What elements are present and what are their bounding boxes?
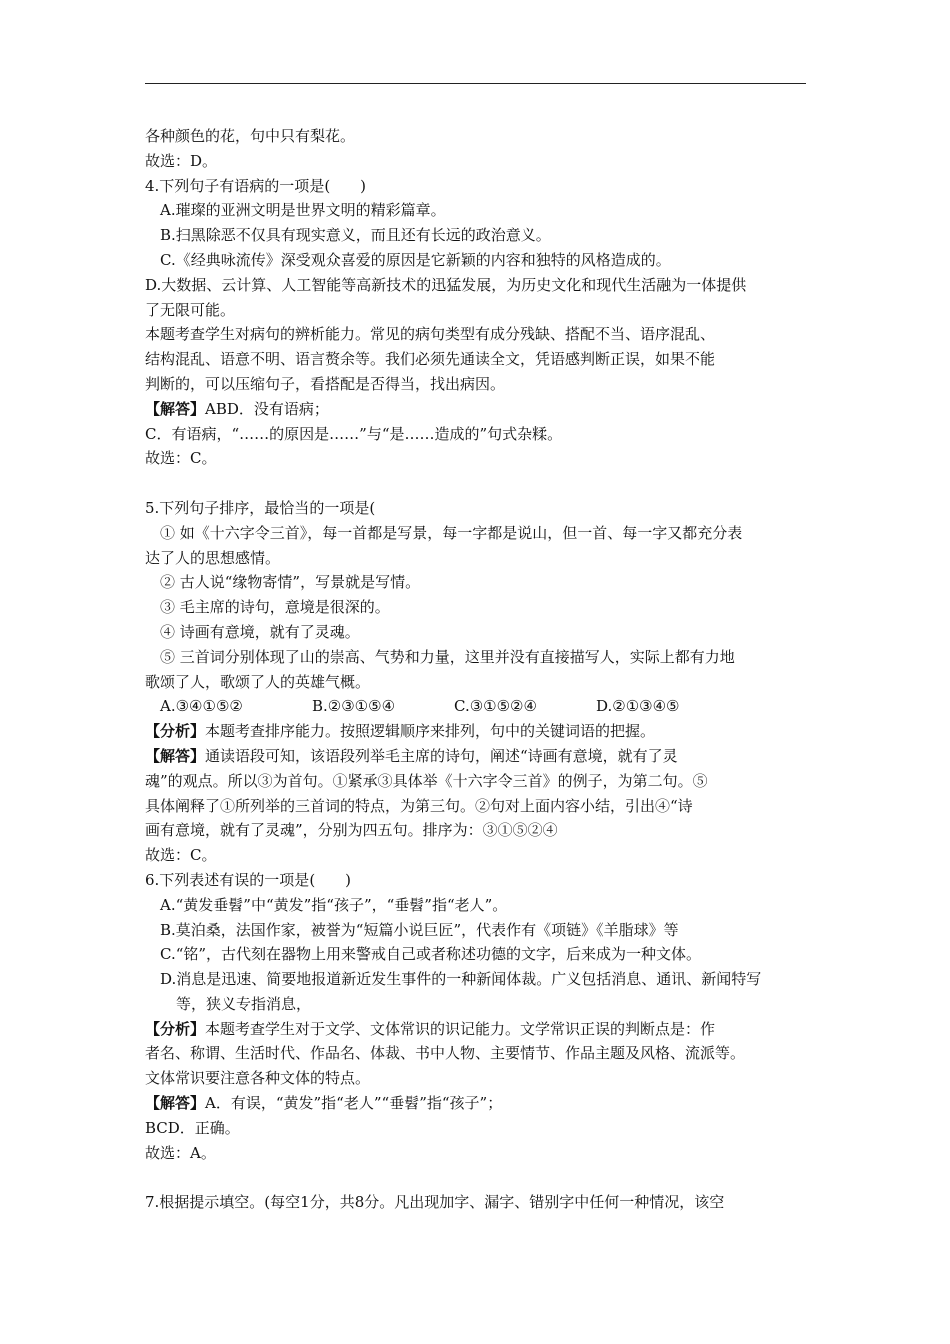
question-4-option-a: A.璀璨的亚洲文明是世界文明的精彩篇章。 [160, 201, 446, 220]
question-6-stem: 6.下列表述有误的一项是( ) [145, 870, 352, 889]
question-5-stem: 5.下列句子排序，最恰当的一项是( [145, 498, 376, 517]
analysis-text: 本题考查学生对于文学、文体常识的识记能力。文学常识正误的判断点是：作 [205, 1019, 716, 1038]
question-5-answer-cont: 画有意境，就有了灵魂”，分别为四五句。排序为：③①⑤②④ [145, 821, 558, 840]
question-6-option-d-cont: 等，狭义专指消息， [176, 994, 312, 1013]
question-4-selection: 故选：C。 [145, 449, 217, 468]
question-4-option-d: D.大数据、云计算、人工智能等高新技术的迅猛发展，为历史文化和现代生活融为一体提供 [145, 275, 747, 294]
question-4-option-c: C.《经典咏流传》深受观众喜爱的原因是它新颖的内容和独特的风格造成的。 [160, 250, 671, 269]
analysis-text: 本题考查排序能力。按照逻辑顺序来排列，句中的关键词语的把握。 [205, 722, 656, 741]
question-4-analysis: 本题考查学生对病句的辨析能力。常见的病句类型有成分残缺、搭配不当、语序混乱、 [145, 325, 716, 344]
question-4-analysis: 判断的，可以压缩句子，看搭配是否得当，找出病因。 [145, 374, 506, 393]
question-6-answer [145, 1091, 810, 1116]
question-4-answer [145, 397, 810, 422]
answer-text: A．有误，“黄发”指“老人”“垂髫”指“孩子”； [205, 1094, 503, 1113]
question-5-options [145, 694, 810, 719]
question-5-sentence-1-cont: 达了人的思想感情。 [145, 548, 281, 567]
question-5-answer [145, 744, 810, 769]
question-6-analysis [145, 1017, 810, 1042]
text-line: 各种颜色的花，句中只有梨花。 [145, 127, 356, 145]
answer-text: ABD．没有语病； [205, 399, 329, 418]
question-4-stem: 4.下列句子有语病的一项是( ) [145, 176, 367, 195]
question-5-analysis [145, 719, 810, 744]
answer-text: 通读语段可知，该语段列举毛主席的诗句，阐述“诗画有意境，就有了灵 [205, 746, 678, 765]
document-body [145, 124, 810, 1215]
question-6-analysis-cont: 文体常识要注意各种文体的特点。 [145, 1069, 371, 1088]
answer-label: 【解答】 [145, 1094, 206, 1113]
question-6-analysis-cont: 者名、称谓、生活时代、作品名、体裁、书中人物、主要情节、作品主题及风格、流派等。 [145, 1044, 746, 1063]
question-5-option-d: D.②①③④⑤ [596, 697, 680, 716]
question-6-option-a: A.“黄发垂髫”中“黄发”指“孩子”，“垂髫”指“老人”。 [160, 895, 508, 914]
question-5-option-a: A.③④①⑤② [160, 697, 243, 716]
question-7-stem: 7.根据提示填空。(每空1分，共8分。凡出现加字、漏字、错别字中任何一种情况，该空 [145, 1193, 725, 1212]
answer-label: 【解答】 [145, 399, 206, 418]
question-4-answer-cont: C．有语病，“……的原因是……”与“是……造成的”句式杂糅。 [145, 424, 563, 443]
question-5-selection: 故选：C。 [145, 846, 217, 865]
question-5-option-c: C.③①⑤②④ [454, 697, 537, 716]
question-6-option-c: C.“铭”，古代刻在器物上用来警戒自己或者称述功德的文字，后来成为一种文体。 [160, 945, 702, 964]
question-5-sentence-3: ③ 毛主席的诗句，意境是很深的。 [160, 598, 390, 617]
question-4-option-d-cont: 了无限可能。 [145, 300, 236, 319]
question-5-sentence-4: ④ 诗画有意境，就有了灵魂。 [160, 622, 360, 641]
header-rule [145, 83, 806, 84]
question-5-option-b: B.②③①⑤④ [312, 697, 396, 716]
blank-line [145, 471, 810, 496]
question-5-sentence-5: ⑤ 三首词分别体现了山的崇高、气势和力量，这里并没有直接描写人，实际上都有力地 [160, 647, 735, 666]
question-6-selection: 故选：A。 [145, 1143, 216, 1162]
answer-selection: 故选：D。 [145, 151, 218, 170]
blank-line [145, 1165, 810, 1190]
question-5-answer-cont: 魂”的观点。所以③为首句。①紧承③具体举《十六字令三首》的例子，为第二句。⑤ [145, 771, 708, 790]
question-6-answer-cont: BCD．正确。 [145, 1118, 240, 1137]
answer-label: 【解答】 [145, 746, 206, 765]
question-5-answer-cont: 具体阐释了①所列举的三首词的特点，为第三句。②句对上面内容小结，引出④“诗 [145, 796, 693, 815]
question-4-analysis: 结构混乱、语意不明、语言赘余等。我们必须先通读全文，凭语感判断正误，如果不能 [145, 350, 716, 369]
analysis-label: 【分析】 [145, 1019, 206, 1038]
question-5-sentence-5-cont: 歌颂了人，歌颂了人的英雄气概。 [145, 672, 371, 691]
question-4-option-b: B.扫黑除恶不仅具有现实意义，而且还有长远的政治意义。 [160, 226, 551, 245]
question-6-option-b: B.莫泊桑，法国作家，被誉为“短篇小说巨匠”，代表作有《项链》《羊脂球》等 [160, 920, 679, 939]
question-5-sentence-1: ① 如《十六字令三首》，每一首都是写景，每一字都是说山，但一首、每一字又都充分表 [160, 523, 743, 542]
question-6-option-d: D.消息是迅速、简要地报道新近发生事件的一种新闻体裁。广义包括消息、通讯、新闻特写 [160, 970, 762, 989]
analysis-label: 【分析】 [145, 722, 206, 741]
question-5-sentence-2: ② 古人说“缘物寄情”，写景就是写情。 [160, 573, 421, 592]
